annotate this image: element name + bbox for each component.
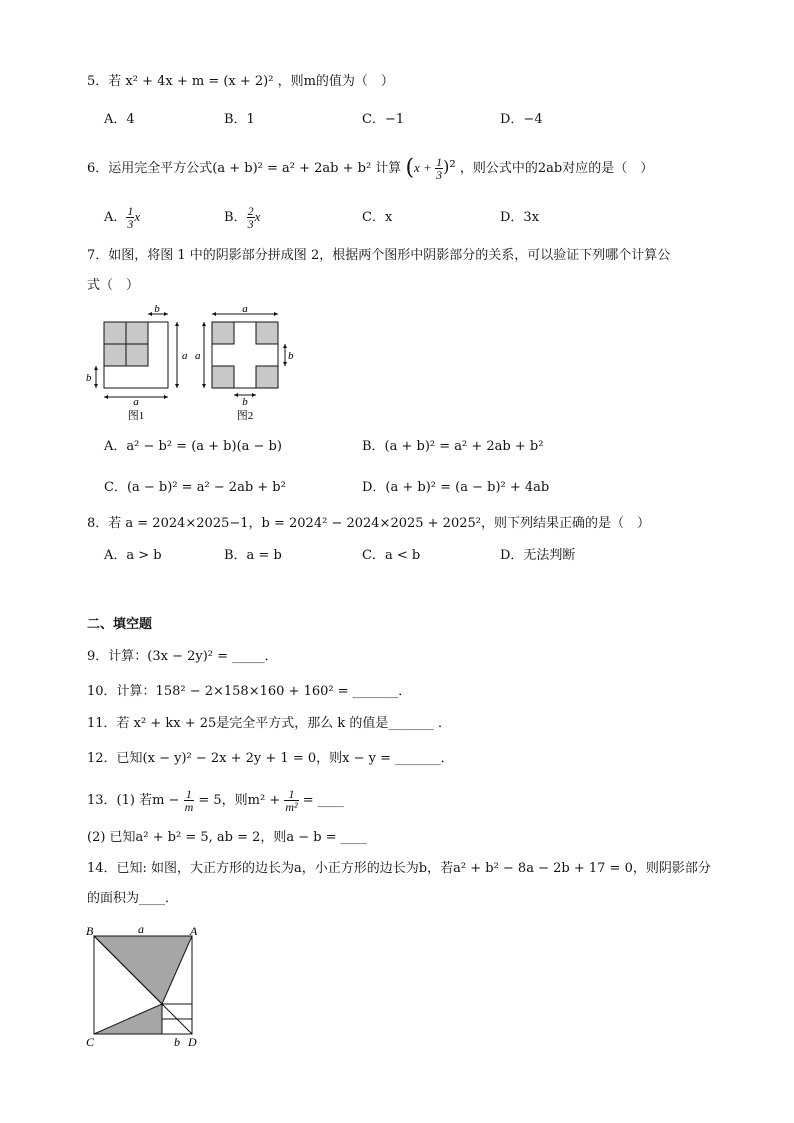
q6-paren-right: )² — [443, 157, 456, 176]
q8-stem: 8．若 a = 2024×2025−1，b = 2024² − 2024×2025 + 2025²，则下列结果正确的是（ ） — [87, 516, 650, 531]
q13-f2-den: m² — [285, 800, 298, 814]
fig2-right-b: b — [288, 350, 294, 362]
q9: 9．计算：(3x − 2y)² = _____． — [87, 649, 278, 664]
fig1-bottom-a: a — [133, 396, 139, 408]
q8-option-a[interactable]: A．a > b — [104, 548, 162, 563]
q8-option-d[interactable]: D．无法判断 — [500, 548, 576, 563]
q14-line2: 的面积为____． — [87, 891, 179, 906]
q7-option-c[interactable]: C．(a − b)² = a² − 2ab + b² — [104, 480, 286, 495]
q6-frac-den: 3 — [436, 168, 443, 182]
q13-part2: (2) 已知a² + b² = 5, ab = 2，则a − b = ____ — [87, 830, 367, 845]
q6-option-b-tail: x — [254, 209, 261, 224]
fig2-left-a: a — [195, 350, 201, 362]
q7-option-d[interactable]: D．(a + b)² = (a − b)² + 4ab — [362, 480, 550, 495]
q6-option-b-frac — [247, 205, 255, 230]
q7-stem-line2: 式（ ） — [87, 278, 140, 293]
q7-figures — [85, 302, 315, 427]
q6-option-b-label: B． — [224, 210, 247, 225]
fig1-top-b: b — [154, 303, 160, 315]
q14-label-C: C — [86, 1035, 95, 1049]
q13-f1-num: 1 — [184, 788, 195, 801]
q6-stem — [87, 156, 653, 181]
q14-label-D: D — [188, 1035, 197, 1049]
fig1-caption: 图1 — [127, 410, 145, 422]
q6-option-b[interactable] — [224, 205, 260, 230]
q5-stem: 5．若 x² + 4x + m = (x + 2)² ，则m的值为（ ） — [87, 74, 394, 89]
q5-option-c[interactable]: C．−1 — [362, 112, 405, 127]
q8-option-c[interactable]: C．a < b — [362, 548, 421, 563]
q14-label-B: B — [86, 924, 94, 938]
q5-option-a[interactable]: A．4 — [104, 112, 135, 127]
q14-line1: 14．已知: 如图，大正方形的边长为a，小正方形的边长为b，若a² + b² − 8a − 2b + 17 = 0，则阴影部分 — [87, 861, 711, 876]
q13-frac-2 — [284, 788, 298, 813]
q14-figure — [82, 922, 212, 1052]
q14-label-A: A — [190, 924, 198, 938]
q6-stem-part-b: ，则公式中的2ab对应的是（ ） — [455, 161, 654, 176]
q6-frac-num: 1 — [436, 155, 443, 169]
fig2-bottom-b: b — [242, 396, 248, 408]
q6-paren-left: ( — [405, 155, 415, 181]
q5-option-d[interactable]: D．−4 — [500, 112, 543, 127]
q7-option-b[interactable]: B．(a + b)² = a² + 2ab + b² — [362, 439, 544, 454]
q13-frac-1 — [184, 788, 195, 813]
q8-option-b[interactable]: B．a = b — [224, 548, 282, 563]
q13-part1-b: = 5，则m² + — [194, 793, 285, 808]
q12: 12．已知(x − y)² − 2x + 2y + 1 = 0，则x − y = _______． — [87, 751, 454, 766]
q6-option-d[interactable]: D．3x — [500, 210, 540, 225]
q14-label-b: b — [174, 1035, 180, 1049]
fig1-left-b: b — [86, 372, 92, 384]
q6-b-num: 2 — [247, 204, 254, 218]
q6-stem-part-a: 6．运用完全平方公式(a + b)² = a² + 2ab + b² 计算 — [87, 161, 406, 176]
q13-f2-num: 1 — [284, 788, 298, 801]
q6-a-den: 3 — [127, 217, 134, 231]
q6-option-a[interactable] — [104, 205, 140, 230]
q6-option-c[interactable]: C．x — [362, 210, 393, 225]
q6-fraction — [435, 156, 443, 181]
q6-option-a-label: A． — [104, 210, 127, 225]
q6-b-den: 3 — [247, 217, 254, 231]
q13-part1 — [87, 788, 344, 813]
q11: 11．若 x² + kx + 25是完全平方式，那么 k 的值是_______ ． — [87, 716, 452, 731]
q13-part1-a: 13．(1) 若m − — [87, 793, 184, 808]
q7-stem-line1: 7．如图，将图 1 中的阴影部分拼成图 2，根据两个图形中阴影部分的关系，可以验证下列哪个计算公 — [87, 248, 671, 263]
q13-f1-den: m — [184, 800, 194, 814]
fig2-caption: 图2 — [236, 410, 254, 422]
q13-part1-c: = ____ — [298, 793, 344, 808]
q6-x-plus: x + — [414, 160, 436, 175]
section-fill-in-title: 二、填空题 — [87, 617, 153, 632]
q6-option-a-tail: x — [134, 209, 141, 224]
fig1-right-a: a — [182, 350, 188, 362]
q10: 10．计算：158² − 2×158×160 + 160² = _______． — [87, 684, 412, 699]
q7-figure-2 — [195, 303, 294, 422]
fig2-top-a: a — [242, 303, 248, 315]
q5-option-b[interactable]: B．1 — [224, 112, 255, 127]
q7-option-a[interactable]: A．a² − b² = (a + b)(a − b) — [104, 439, 282, 454]
q7-figure-1 — [86, 303, 188, 422]
q6-a-num: 1 — [127, 204, 134, 218]
q14-label-a: a — [138, 922, 144, 936]
